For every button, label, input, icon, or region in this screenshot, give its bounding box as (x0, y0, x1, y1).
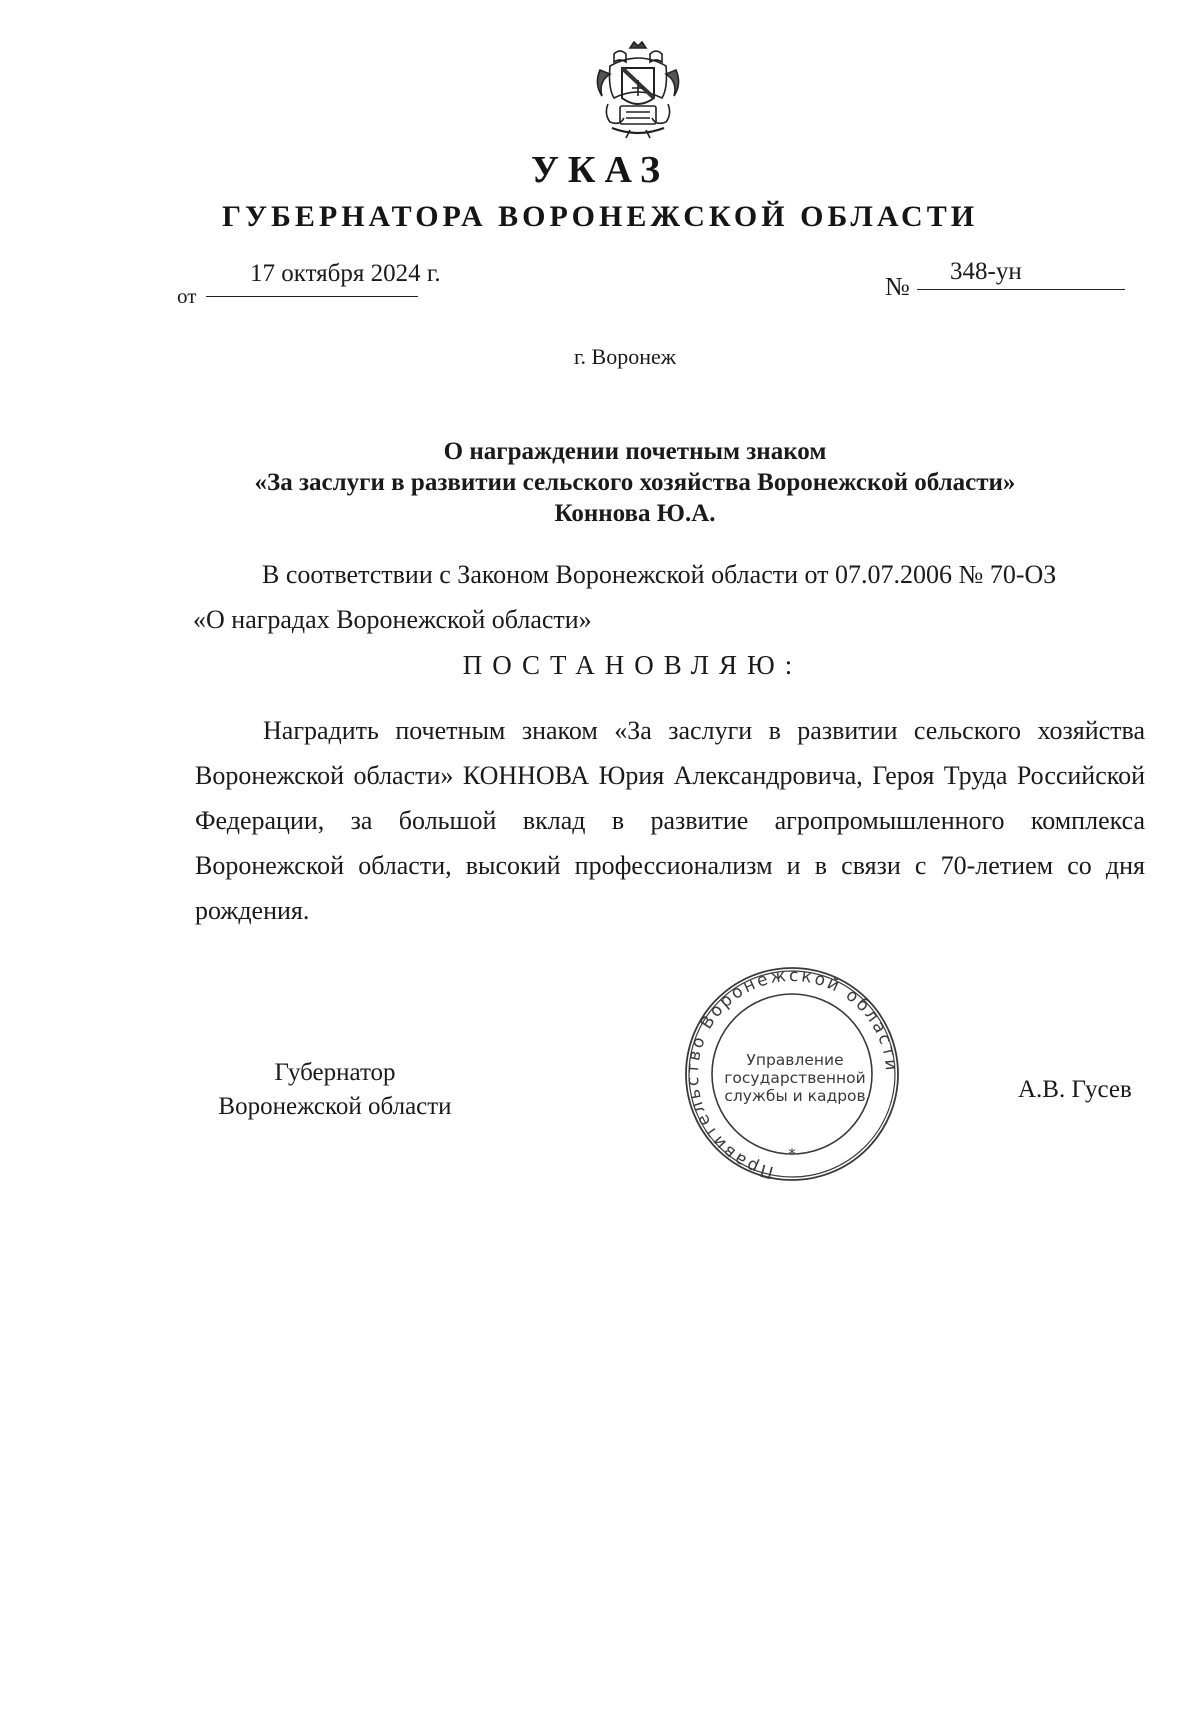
number-label: № (885, 272, 910, 301)
document-subtitle: ГУБЕРНАТОРА ВОРОНЕЖСКОЙ ОБЛАСТИ (221, 200, 979, 233)
signer-name: А.В. Гусев (1018, 1076, 1132, 1103)
date-underline (206, 296, 418, 297)
heading-line-1: О награждении почетным знаком (443, 438, 827, 465)
document-heading (0, 436, 1200, 529)
legal-basis-line-1: В соответствии с Законом Воронежской области от 07.07.2006 № 70-ОЗ (262, 560, 1057, 589)
stamp-star: * (788, 1145, 796, 1163)
date-label: от (177, 284, 197, 308)
number-underline (917, 289, 1125, 290)
document-number: 348-ун (950, 258, 1022, 285)
stamp-inner-line-2: государственной (724, 1069, 866, 1087)
heading-line-3: Коннова Ю.А. (554, 500, 716, 527)
stamp-outer-text: Правительство Воронежской области (682, 965, 902, 1183)
decree-word: ПОСТАНОВЛЯЮ: (462, 650, 803, 680)
stamp-inner-line-1: Управление (746, 1051, 844, 1069)
signer-position-line-1: Губернатор (274, 1059, 396, 1086)
official-stamp-icon (677, 964, 907, 1184)
coat-of-arms-icon (590, 40, 686, 140)
document-title: УКАЗ (531, 149, 669, 191)
signer-position (190, 1056, 480, 1124)
signer-position-line-2: Воронежской области (218, 1093, 452, 1120)
document-date: 17 октября 2024 г. (250, 260, 441, 287)
decree-body: Наградить почетным знаком «За заслуги в развитии сельского хозяйства Воронежской области» КОННОВА Юрия Александровича, Героя Труда Российской Федерации, за большой вклад в развитие агропромышленного комплекса Воронежской области, высокий профессионализм и в связи с 70-летием со дня рождения. (195, 716, 1145, 925)
stamp-inner-line-3: службы и кадров (724, 1087, 866, 1105)
legal-basis-line-2: «О наградах Воронежской области» (193, 605, 592, 634)
document-city: г. Воронеж (574, 344, 676, 369)
heading-line-2: «За заслуги в развитии сельского хозяйства Воронежской области» (254, 469, 1016, 496)
